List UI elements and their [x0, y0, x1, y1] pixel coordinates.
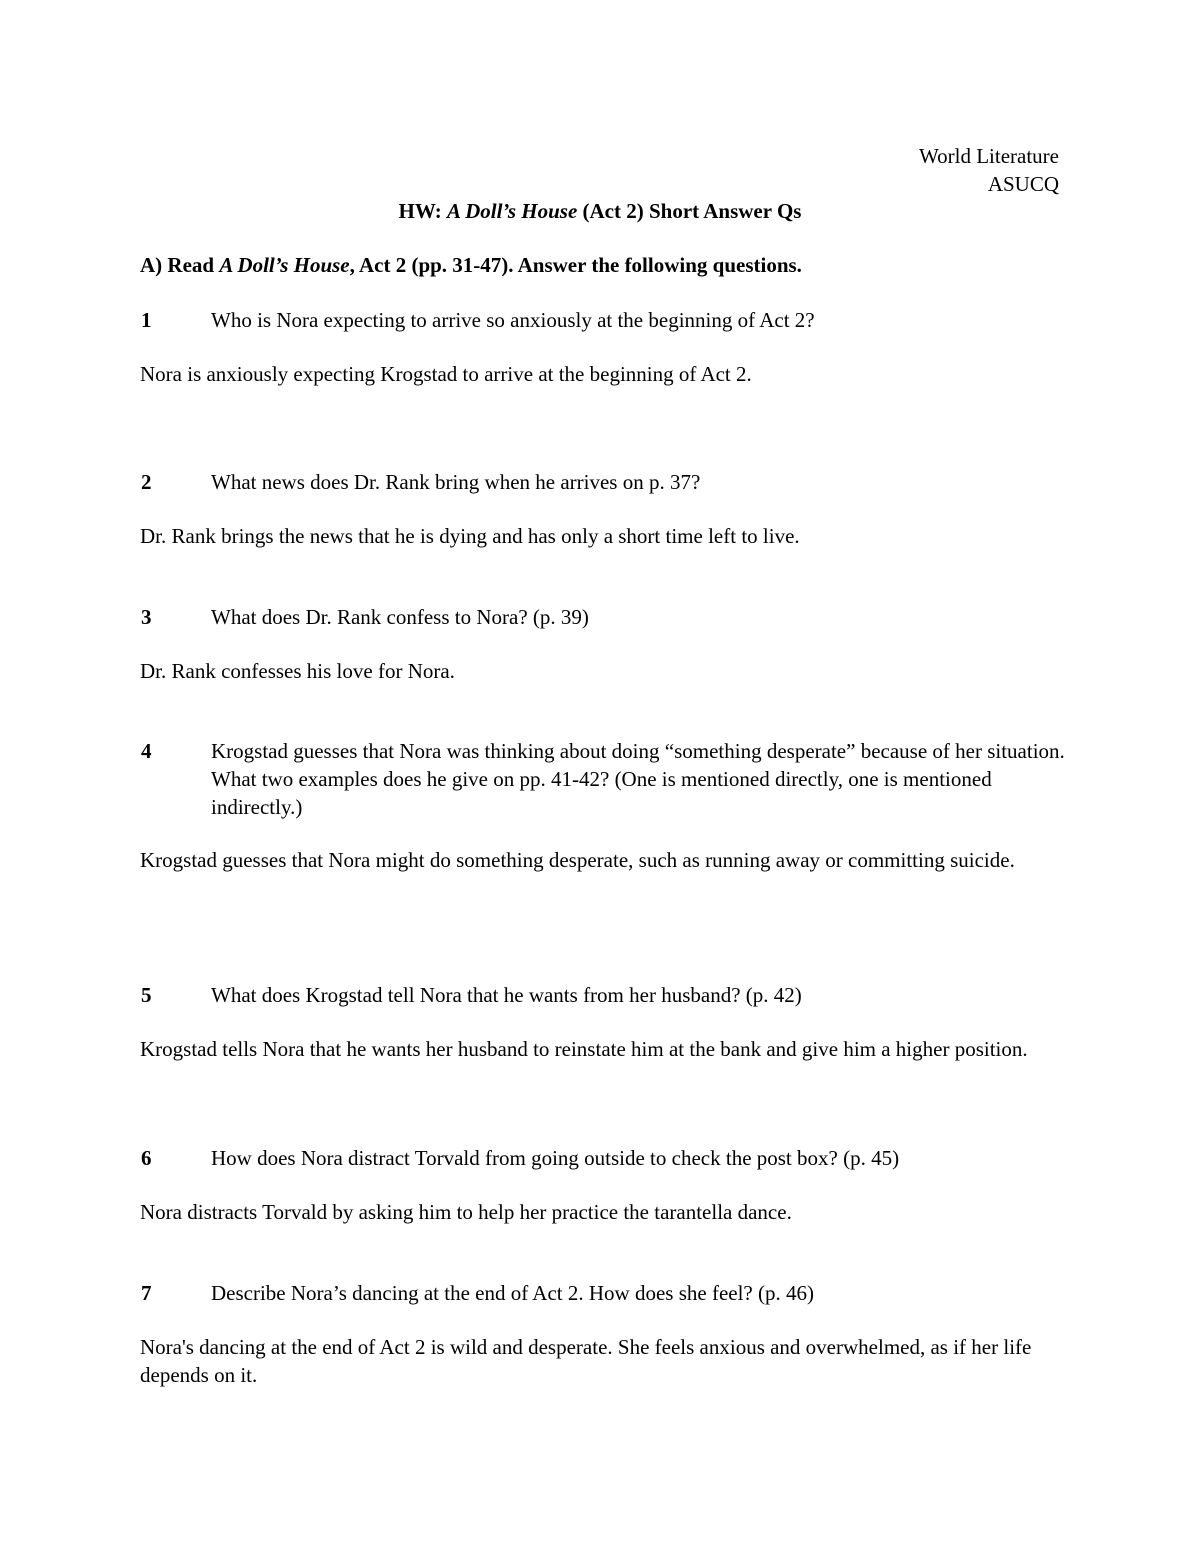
- question-number: 6: [141, 1146, 152, 1170]
- question-text: What does Dr. Rank confess to Nora? (p. 39): [211, 605, 589, 629]
- instructions-suffix: , Act 2 (pp. 31-47). Answer the following questions.: [349, 253, 802, 277]
- answer-text: Krogstad guesses that Nora might do something desperate, such as running away or committing suicide.: [140, 848, 1015, 872]
- question-text: What does Krogstad tell Nora that he wants from her husband? (p. 42): [211, 983, 802, 1007]
- question-text: How does Nora distract Torvald from going outside to check the post box? (p. 45): [211, 1146, 900, 1170]
- answer-text: Nora's dancing at the end of Act 2 is wild and desperate. She feels anxious and overwhelmed, as if her life depends on it.: [140, 1335, 1032, 1387]
- question-number: 4: [141, 739, 152, 763]
- instructions-prefix: A) Read: [140, 253, 220, 277]
- title-suffix: (Act 2) Short Answer Qs: [577, 199, 802, 223]
- title-work: A Doll’s House: [446, 199, 578, 223]
- question-number: 5: [141, 983, 152, 1007]
- answer-text: Dr. Rank brings the news that he is dying and has only a short time left to live.: [140, 524, 800, 548]
- page-title: [0, 197, 1200, 225]
- question-text: Krogstad guesses that Nora was thinking about doing “something desperate” because of her situation. What two examples does he give on pp. 41-42? (One is mentioned directly, one is mentioned indirectly.): [211, 739, 1065, 819]
- answer-text: Nora distracts Torvald by asking him to help her practice the tarantella dance.: [140, 1200, 792, 1224]
- question-number: 2: [141, 470, 152, 494]
- instructions: [140, 251, 802, 279]
- course-code: ASUCQ: [987, 172, 1059, 196]
- question-text: What news does Dr. Rank bring when he arrives on p. 37?: [211, 470, 701, 494]
- question-number: 7: [141, 1281, 152, 1305]
- question-text: Who is Nora expecting to arrive so anxiously at the beginning of Act 2?: [211, 308, 815, 332]
- question-text: Describe Nora’s dancing at the end of Act 2. How does she feel? (p. 46): [211, 1281, 814, 1305]
- question-number: 3: [141, 605, 152, 629]
- answer-text: Krogstad tells Nora that he wants her husband to reinstate him at the bank and give him a higher position.: [140, 1037, 1028, 1061]
- title-prefix: HW:: [398, 199, 447, 223]
- answer-text: Dr. Rank confesses his love for Nora.: [140, 659, 455, 683]
- answer-text: Nora is anxiously expecting Krogstad to arrive at the beginning of Act 2.: [140, 362, 752, 386]
- instructions-work: A Doll’s House: [219, 253, 350, 277]
- course-name: World Literature: [919, 144, 1059, 168]
- question-number: 1: [141, 308, 152, 332]
